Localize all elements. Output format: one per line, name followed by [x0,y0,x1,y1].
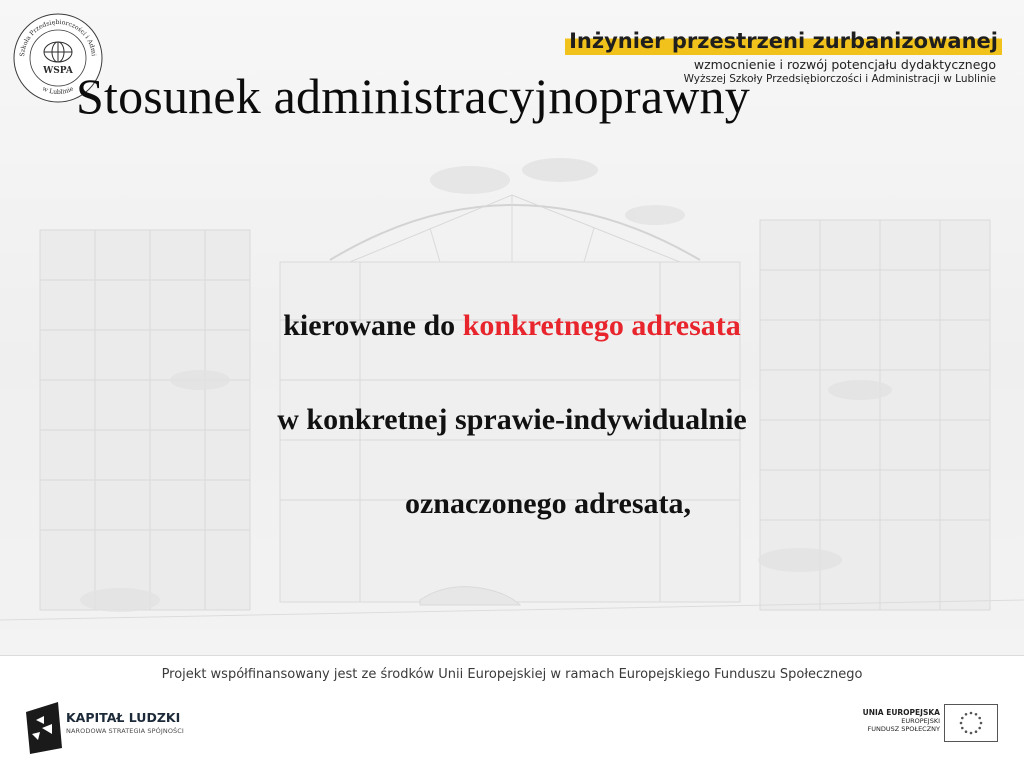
body-line-3: oznaczonego adresata, [404,487,692,520]
body-line-1 [0,308,1024,344]
slide-title: Stosunek administracyjnoprawny [76,68,750,124]
footer [0,655,1024,769]
eu-line-1: UNIA EUROPEJSKA [862,708,940,717]
eu-line-3: FUNDUSZ SPOŁECZNY [867,725,940,733]
project-title: Inżynier przestrzeni zurbanizowanej [565,28,1002,55]
kapital-ludzki-name: KAPITAŁ LUDZKI [66,710,181,725]
project-subtitle-1: wzmocnienie i rozwój potencjału dydaktycznego [693,57,996,72]
globe-icon [44,42,72,62]
cofinancing-text: Projekt współfinansowany jest ze środków Unii Europejskiej w ramach Europejskiego Funduszu Społecznego [161,667,863,682]
seal-arc-bottom-text: w Lublinie [41,85,75,97]
kapital-ludzki-subtitle: NARODOWA STRATEGIA SPÓJNOŚCI [66,727,184,735]
eu-text [863,708,940,733]
seal-arc-top-text: Szkoła Przedsiębiorczości i Admi [18,18,97,57]
seal-center-text: WSPA [43,66,73,76]
project-subtitle-2: Wyższej Szkoły Przedsiębiorczości i Administracji w Lublinie [683,73,996,85]
eu-flag-icon [944,704,998,742]
body-line-1-highlight: konkretnego adresata [462,309,741,342]
eu-line-2: EUROPEJSKI [901,717,940,725]
body-line-2: w konkretnej sprawie-indywidualnie [277,403,747,436]
body-line-1-prefix: kierowane do [283,309,463,342]
